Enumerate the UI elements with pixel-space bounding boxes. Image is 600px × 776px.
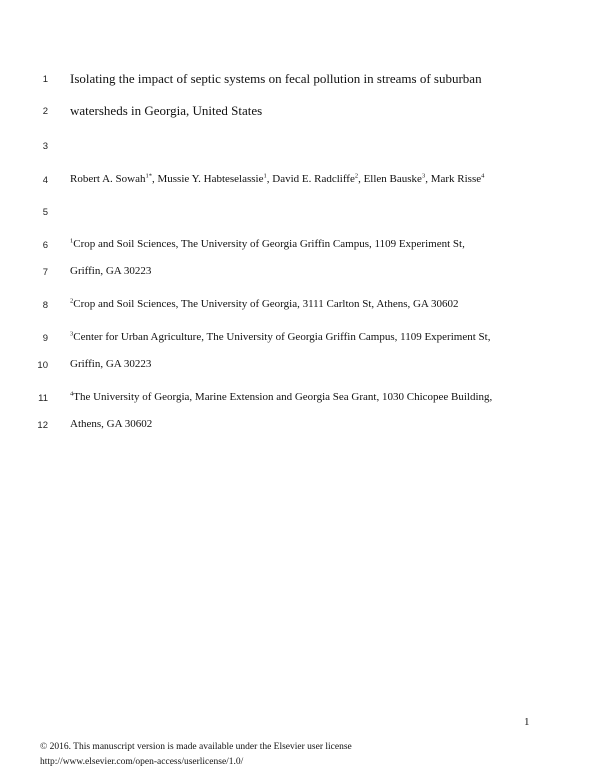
author-name: Robert A. Sowah [70,173,146,185]
license-url[interactable]: http://www.elsevier.com/open-access/userlicense/1.0/ [40,757,244,767]
affiliation-3 [70,331,490,343]
author-separator: , [266,173,273,185]
author-name: David E. Radcliffe [272,173,355,185]
affiliation-number: 1 [70,237,74,245]
author-list [70,173,484,185]
author-affiliation-mark: 1* [145,172,152,180]
affiliation-4-cont: Athens, GA 30602 [70,418,153,430]
affiliation-1 [70,238,465,250]
paper-title-line-1: Isolating the impact of septic systems on fecal pollution in streams of suburban [70,71,482,86]
affiliation-1-cont: Griffin, GA 30223 [70,265,152,277]
affiliation-text: The University of Georgia, Marine Extension and Georgia Sea Grant, 1030 Chicopee Building, [73,391,493,403]
affiliation-number: 2 [70,297,74,305]
page-number: 1 [524,716,530,728]
affiliation-4 [70,391,492,403]
affiliation-2 [70,298,459,310]
author-affiliation-mark: 3 [421,172,426,180]
affiliation-3-cont: Griffin, GA 30223 [70,358,152,370]
author-name: Ellen Bauske [363,173,422,185]
affiliation-text: Crop and Soil Sciences, The University of Georgia, 3111 Carlton St, Athens, GA 30602 [73,298,459,310]
author-name: Mark Risse [430,173,482,185]
author-separator: , [425,173,431,185]
author-separator: , [151,173,158,185]
affiliation-number: 4 [70,390,74,398]
author-separator: , [358,173,364,185]
author-name: Mussie Y. Habteselassie [157,173,264,185]
license-notice: © 2016. This manuscript version is made available under the Elsevier user license [40,742,352,752]
author-affiliation-mark: 1 [263,172,267,180]
affiliation-number: 3 [70,330,74,338]
affiliation-text: Center for Urban Agriculture, The University of Georgia Griffin Campus, 1109 Experiment St, [73,331,491,343]
paper-title-line-2: watersheds in Georgia, United States [70,103,263,118]
author-affiliation-mark: 2 [354,172,359,180]
affiliation-text: Crop and Soil Sciences, The University of Georgia Griffin Campus, 1109 Experiment St, [73,238,465,250]
author-affiliation-mark: 4 [481,172,485,180]
